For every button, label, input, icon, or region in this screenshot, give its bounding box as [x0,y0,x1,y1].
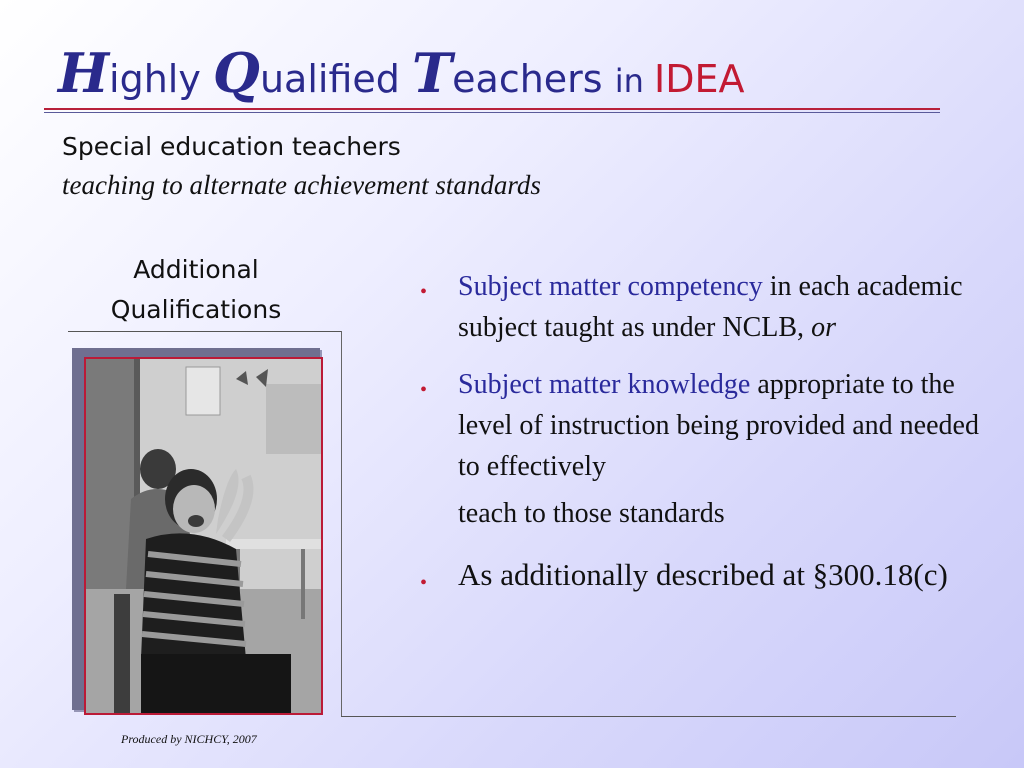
title-word-in: in [614,62,655,100]
title-word-qualified: ualified [259,57,412,101]
left-heading-line1: Additional [133,255,259,284]
bullet-item [420,266,1000,348]
classroom-photo-icon [86,359,321,713]
title-word-idea: IDEA [654,57,745,101]
bullet-highlight: Subject matter competency [458,271,763,302]
left-panel-heading [70,250,322,330]
slide-title [58,40,745,114]
left-panel-rule [68,331,342,332]
bullet-item [420,554,1000,596]
footer-credit: Produced by NICHCY, 2007 [121,732,257,746]
bullet-text-last: teach to those standards [458,498,725,529]
left-heading-line2: Qualifications [110,295,282,324]
title-underline-red [44,108,940,110]
vertical-divider [341,331,342,717]
bullet-text: in each academic subject taught as under NCLB, [458,271,963,343]
subtitle-italic: teaching to alternate achievement standards [62,170,541,200]
bullet-item [420,364,1000,534]
bullet-dot-icon: • [420,572,428,594]
title-cap-q: Q [212,41,260,105]
subtitle: Special education teachers [62,132,401,161]
title-cap-h: H [58,41,110,105]
classroom-photo [84,357,323,715]
bullet-dot-icon: • [420,281,428,303]
bullet-italic: or [811,312,836,343]
title-word-teachers: eachers [452,57,615,101]
bullet-text: appropriate to the level of instruction being provided and needed to effectively [458,369,979,482]
title-cap-t: T [411,41,453,105]
title-underline-navy [44,112,940,113]
bullet-highlight: Subject matter knowledge [458,369,751,400]
bullet-dot-icon: • [420,379,428,401]
bullet-text: As additionally described at §300.18(c) [458,557,948,592]
title-word-highly: ighly [109,57,213,101]
bottom-divider [341,716,956,717]
bullet-list [420,266,1000,596]
